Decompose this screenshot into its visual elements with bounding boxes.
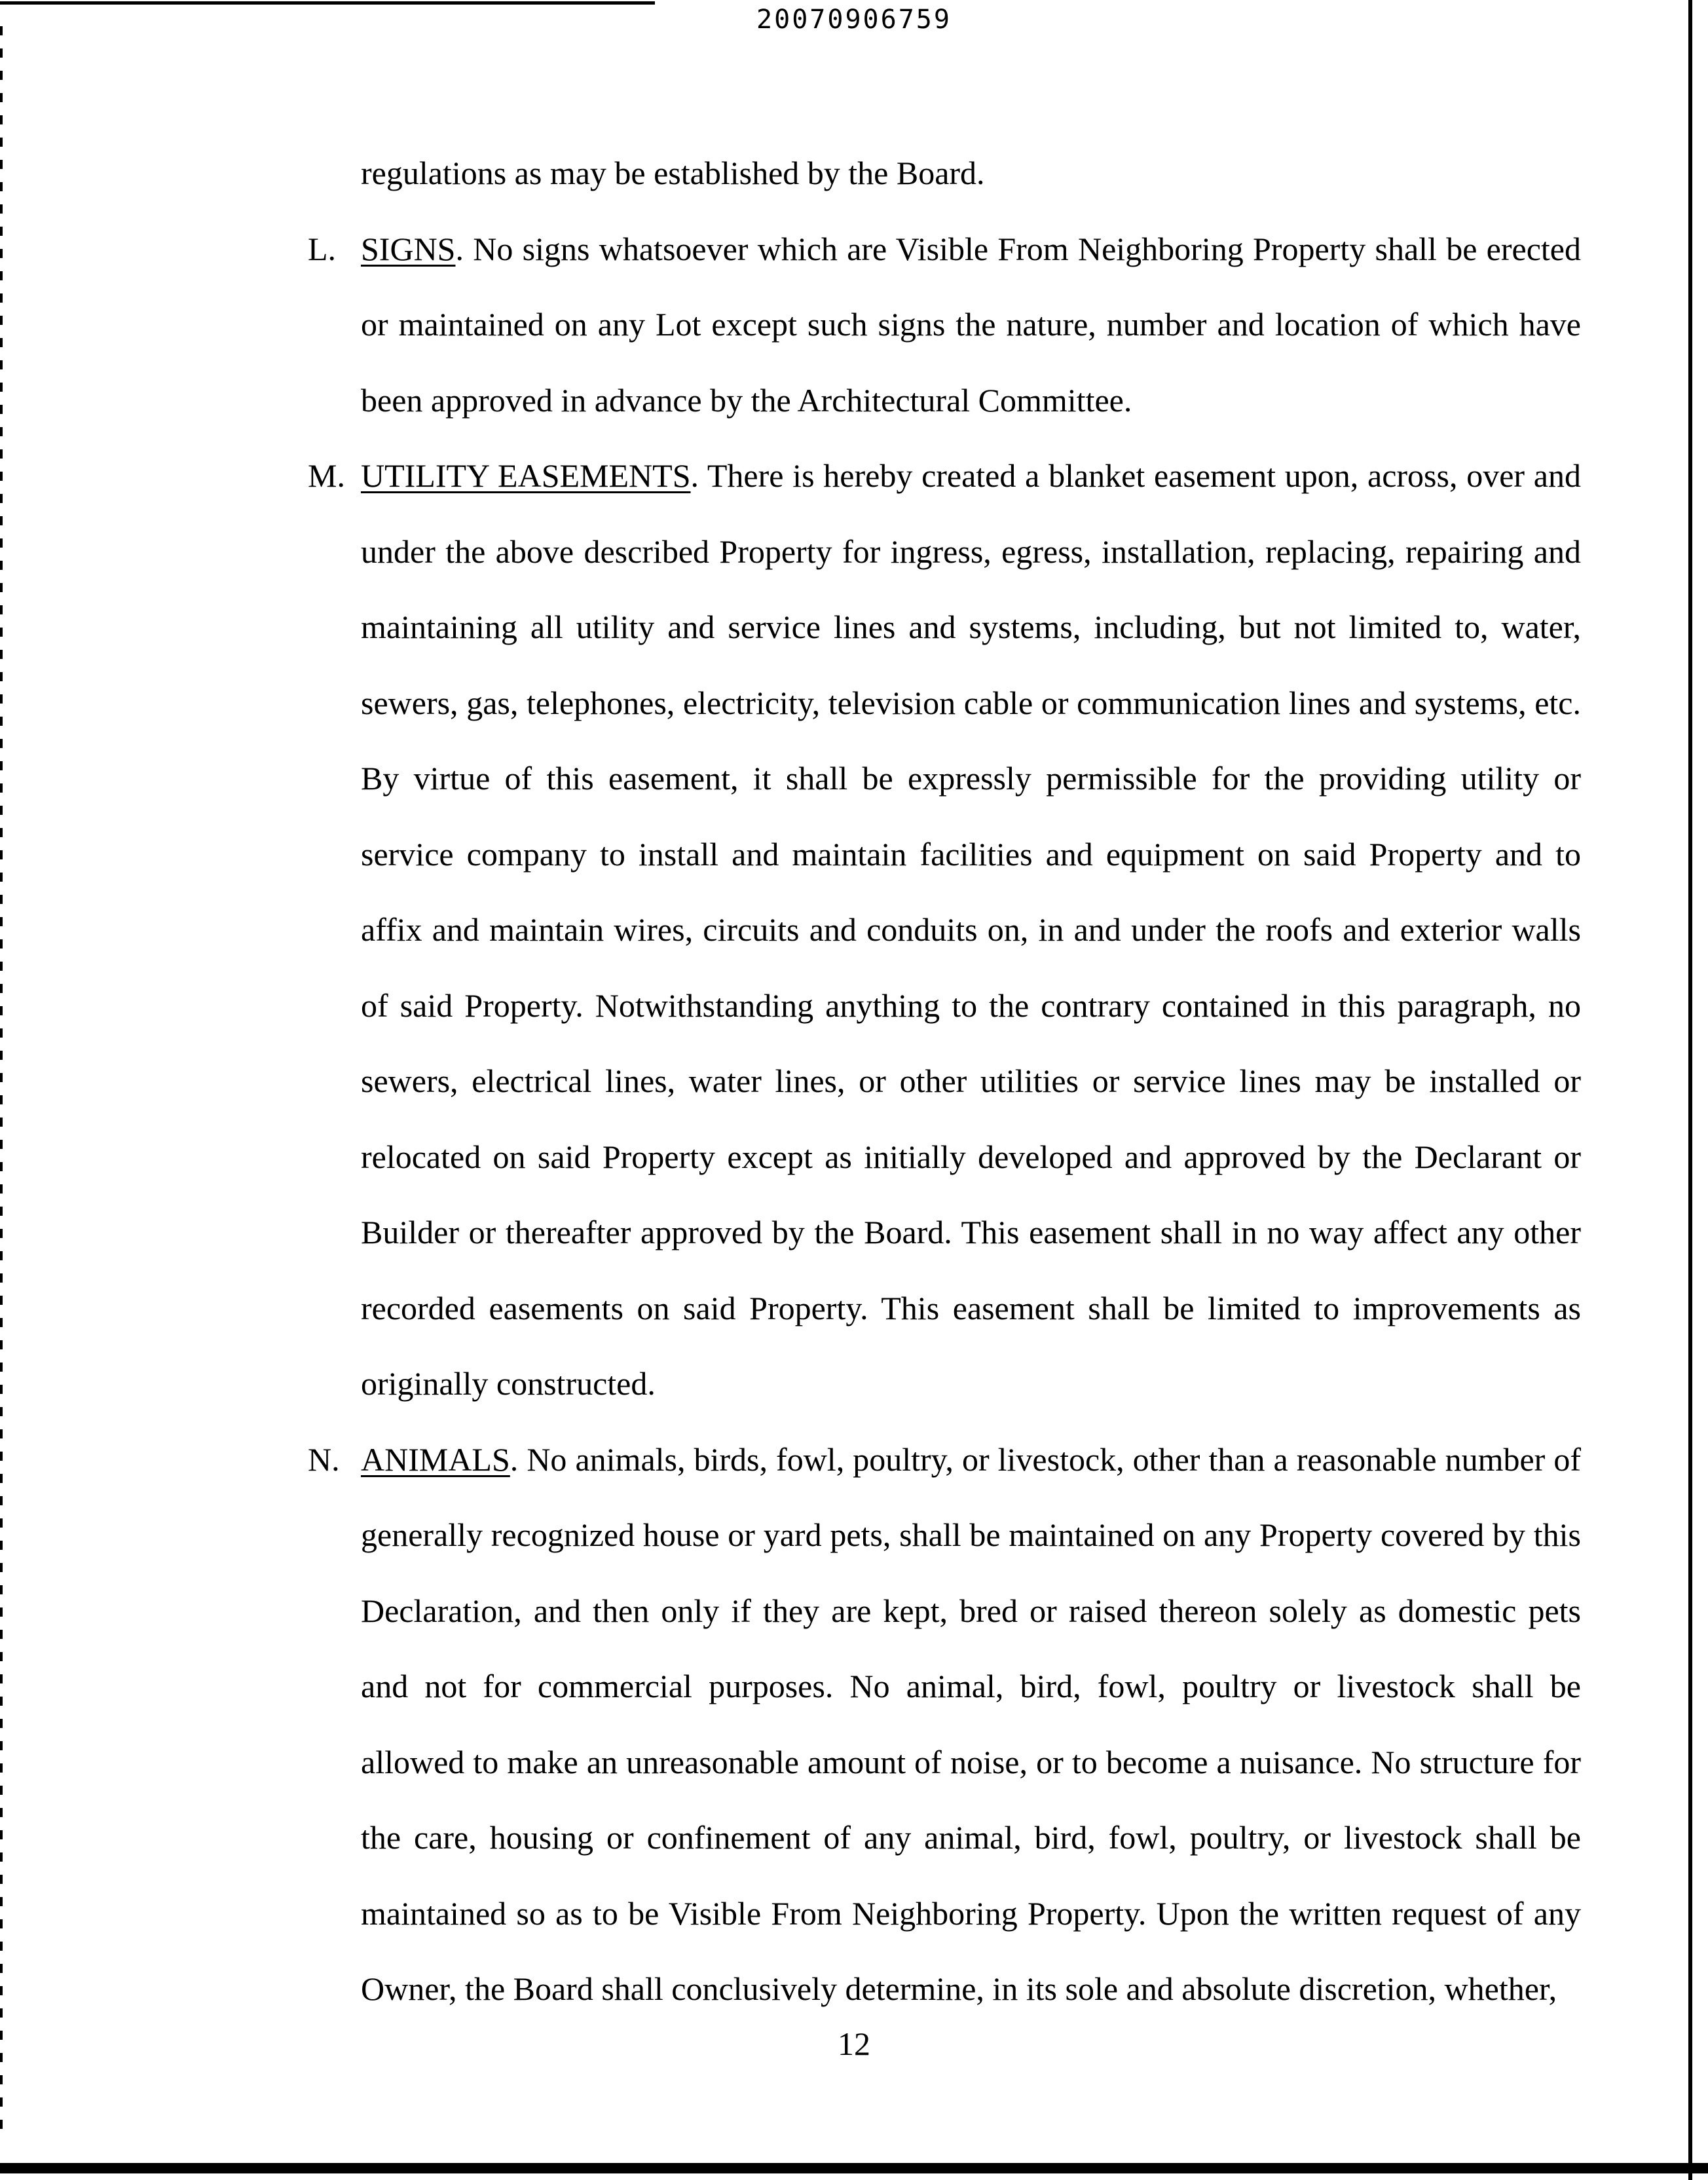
page-number: 12 xyxy=(838,2025,870,2062)
section-heading: SIGNS xyxy=(361,230,456,267)
section-letter: L. xyxy=(308,230,337,267)
section-text xyxy=(361,1422,1581,2027)
section-text xyxy=(361,438,1581,1422)
section-text xyxy=(361,212,1581,439)
page-body xyxy=(0,136,1708,2027)
section-body: . No animals, birds, fowl, poultry, or livestock, other than a reasonable number of generally recognized house or yard pets, shall be maintained on any Property covered by this Declaration, and then only if they are kept, bred or raised thereon solely as domestic pets and not for commercial purposes. No animal, bird, fowl, poultry or livestock shall be allowed to make an unreasonable amount of noise, or to become a nuisance. No structure for the care, housing or confinement of any animal, bird, fowl, poultry, or livestock shall be maintained so as to be Visible From Neighboring Property. Upon the written request of any Owner, the Board shall conclusively determine, in its sole and absolute discretion, whether, xyxy=(361,1440,1581,2007)
scan-bottom-edge xyxy=(0,2163,1708,2173)
section-letter: N. xyxy=(308,1440,340,1478)
section-body: . No signs whatsoever which are Visible From Neighboring Property shall be erected or maintained on any Lot except such signs the nature, number and location of which have been approved in advance by the Architectural Committee. xyxy=(361,230,1581,419)
section-heading: ANIMALS xyxy=(361,1440,510,1478)
section-m xyxy=(308,438,1708,1422)
section-l xyxy=(308,212,1708,439)
section-letter: M. xyxy=(308,457,345,494)
section-body: . There is hereby created a blanket easement upon, across, over and under the above described Property for ingress, egress, installation, replacing, repairing and maintaining all utility and service lines and systems, including, but not limited to, water, sewers, gas, telephones, electricity, television cable or communication lines and systems, etc. By virtue of this easement, it shall be expressly permissible for the providing utility or service company to install and maintain facilities and equipment on said Property and to affix and maintain wires, circuits and conduits on, in and under the roofs and exterior walls of said Property. Notwithstanding anything to the contrary contained in this paragraph, no sewers, electrical lines, water lines, or other utilities or service lines may be installed or relocated on said Property except as initially developed and approved by the Declarant or Builder or thereafter approved by the Board. This easement shall in no way affect any other recorded easements on said Property. This easement shall be limited to improvements as originally constructed. xyxy=(361,457,1581,1402)
continuation-paragraph: regulations as may be established by the Board. xyxy=(361,155,985,191)
section-n xyxy=(308,1422,1708,2027)
document-number: 20070906759 xyxy=(756,5,952,35)
section-heading: UTILITY EASEMENTS xyxy=(361,457,691,494)
